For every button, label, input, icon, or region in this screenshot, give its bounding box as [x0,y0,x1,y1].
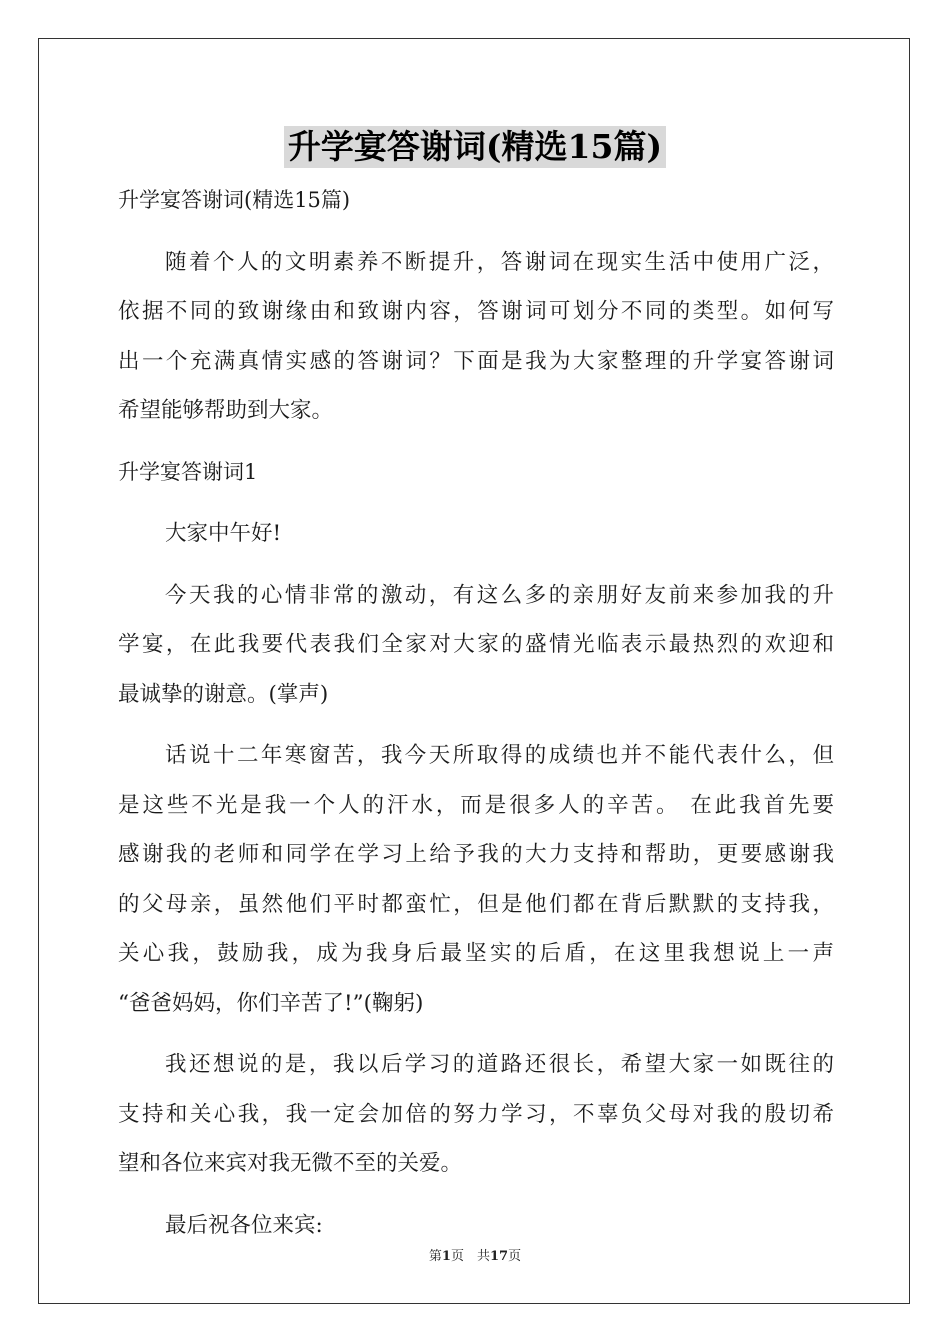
greeting-line: 大家中午好! [165,521,282,546]
para2-line-3: 感谢我的老师和同学在学习上给予我的大力支持和帮助，更要感谢我 [118,842,834,867]
footer-mid: 页 共 [450,1249,490,1264]
closing-line: 最后祝各位来宾: [165,1212,323,1238]
intro-line-3: 出一个充满真情实感的答谢词？下面是我为大家整理的升学宴答谢词 [118,348,834,374]
section-heading: 升学宴答谢词1 [118,459,258,484]
intro-line-2: 依据不同的致谢缘由和致谢内容，答谢词可划分不同的类型。如何写 [118,299,834,324]
intro-line-4: 希望能够帮助到大家。 [118,398,334,423]
para3-line-2: 支持和关心我，我一定会加倍的努力学习，不辜负父母对我的殷切希 [118,1101,834,1127]
title-container [0,126,950,168]
document-title: 升学宴答谢词(精选15篇) [284,126,666,168]
para2-line-1: 话说十二年寒窗苦，我今天所取得的成绩也并不能代表什么，但 [165,743,834,768]
para1-line-1: 今天我的心情非常的激动，有这么多的亲朋好友前来参加我的升 [165,582,834,608]
footer-total-pages: 17 [489,1249,509,1264]
para1-line-3: 最诚挚的谢意。(掌声) [118,681,329,707]
para1-line-2: 学宴，在此我要代表我们全家对大家的盛情光临表示最热烈的欢迎和 [118,632,834,657]
para2-line-5: 关心我，鼓励我，成为我身后最坚实的后盾，在这里我想说上一声 [118,941,834,966]
para2-line-6: “爸爸妈妈，你们辛苦了!”(鞠躬) [118,990,424,1016]
intro-line-1: 随着个人的文明素养不断提升，答谢词在现实生活中使用广泛， [165,249,834,275]
page-footer [0,1245,950,1264]
document-body [118,176,834,1250]
document-subtitle: 升学宴答谢词(精选15篇) [118,188,351,212]
footer-suffix: 页 [508,1249,522,1264]
para3-line-1: 我还想说的是，我以后学习的道路还很长，希望大家一如既往的 [165,1052,834,1077]
footer-prefix: 第 [428,1249,442,1264]
para2-line-2: 是这些不光是我一个人的汗水，而是很多人的辛苦。 在此我首先要 [118,792,834,818]
footer-page-number: 1 [441,1249,451,1264]
para2-line-4: 的父母亲，虽然他们平时都蛮忙，但是他们都在背后默默的支持我， [118,891,834,917]
para3-line-3: 望和各位来宾对我无微不至的关爱。 [118,1151,463,1176]
